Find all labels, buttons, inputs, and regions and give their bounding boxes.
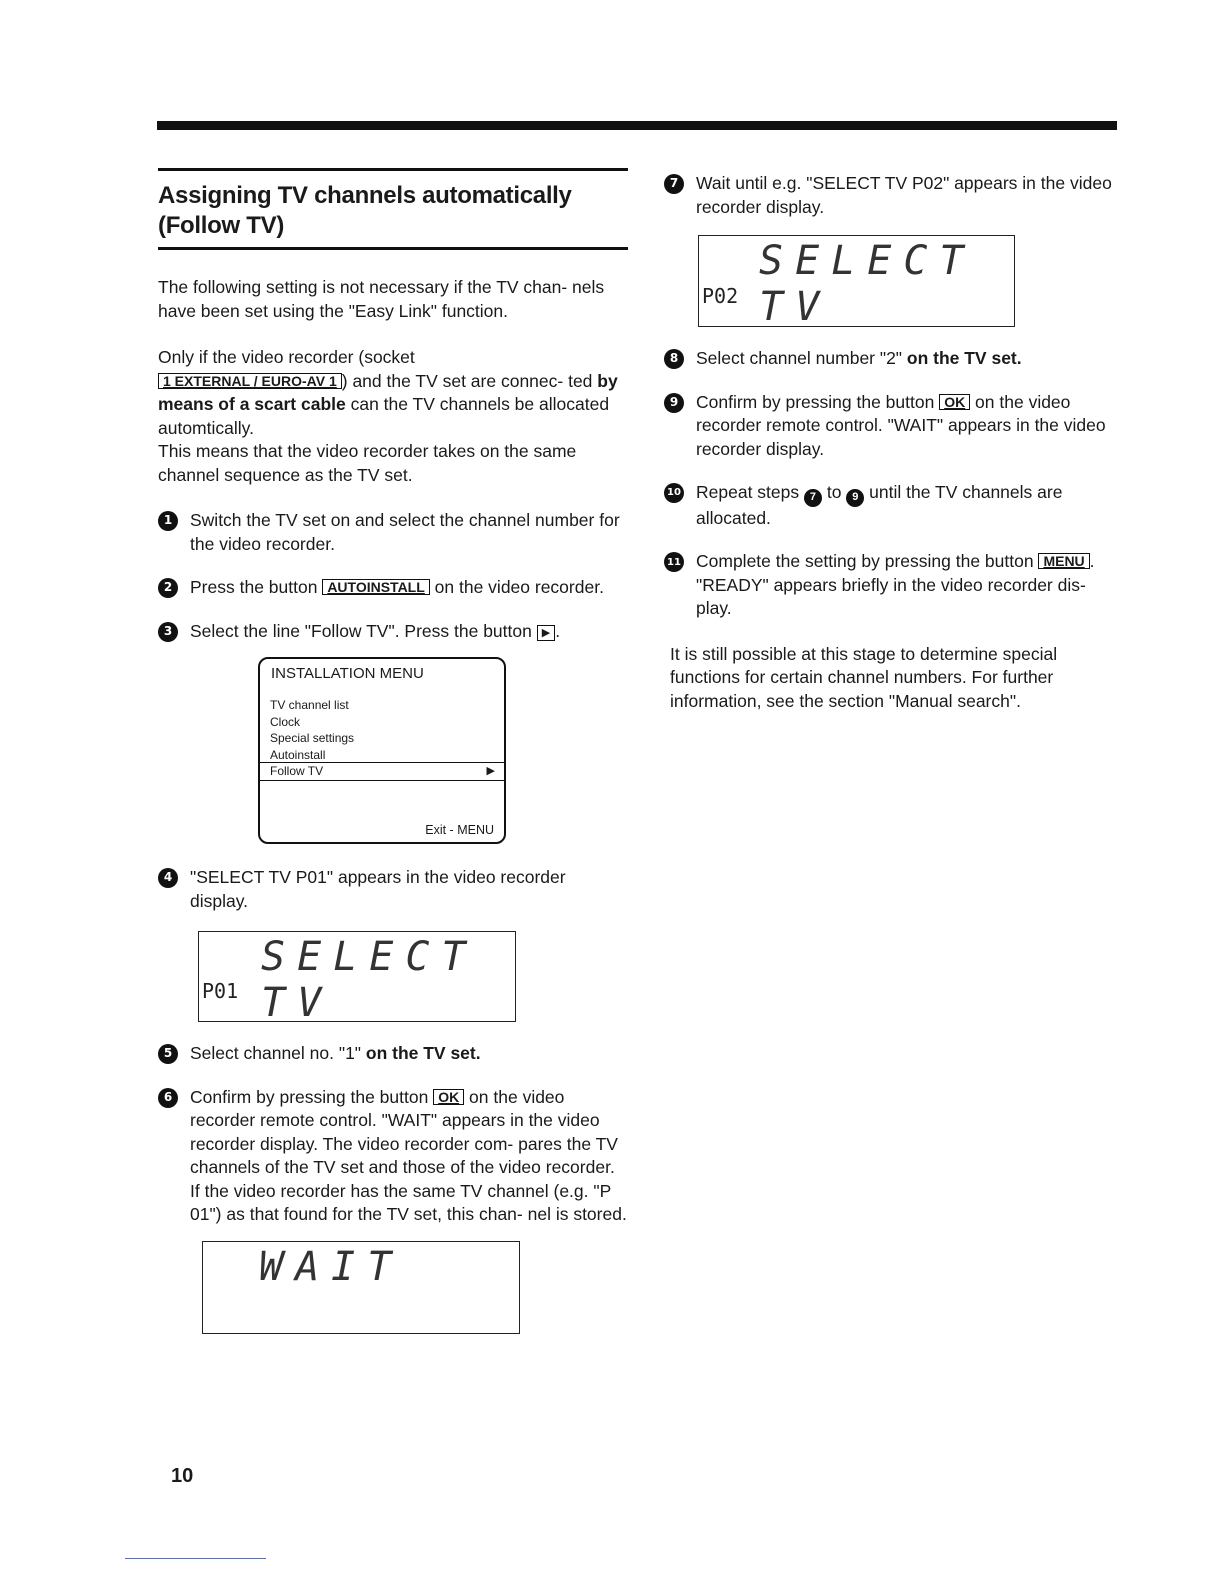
step-9	[664, 391, 1124, 462]
play-button-label: ▶	[537, 625, 555, 641]
step-5	[158, 1042, 628, 1066]
menu-item: Autoinstall	[270, 747, 326, 762]
display-main-text: WAIT	[259, 1243, 404, 1290]
closing-paragraph: It is still possible at this stage to determine special functions for certain channel numbers. For further information, see the section "Manual search".	[670, 643, 1058, 711]
recorder-display-p02	[698, 235, 1015, 330]
heading-rule-top	[158, 168, 628, 171]
display-main-text: SELECT TV	[759, 238, 976, 330]
step-text: Complete the setting by pressing the button MENU . "READY" appears briefly in the video recorder dis- play.	[696, 551, 1095, 619]
menu-button-label: MENU	[1038, 553, 1089, 569]
ok-button-label: OK	[433, 1089, 464, 1105]
step-ref: 7	[804, 489, 822, 507]
intro-paragraph: The following setting is not necessary if the TV chan- nels have been set using the "Easy Link" function.	[158, 277, 605, 321]
step-number: 7	[664, 174, 684, 194]
step-7	[664, 172, 1124, 219]
autoinstall-button-label: AUTOINSTALL	[322, 579, 429, 595]
step-number: 3	[158, 622, 178, 642]
step-text: "SELECT TV P01" appears in the video recorder display.	[190, 867, 566, 911]
menu-item: TV channel list	[270, 698, 349, 712]
step-4	[158, 866, 628, 913]
arrow-right-icon: ▶	[486, 765, 495, 777]
menu-item-selected-label: Follow TV	[270, 764, 324, 778]
step-6	[158, 1086, 628, 1227]
step-11	[664, 550, 1124, 621]
only-if-paragraph	[158, 346, 628, 440]
step-text: Press the button AUTOINSTALL on the video recorder.	[190, 577, 604, 597]
step-number: 5	[158, 1044, 178, 1064]
step-8	[664, 347, 1124, 371]
menu-item: Special settings	[270, 731, 355, 745]
sequence-paragraph: This means that the video recorder takes on the same channel sequence as the TV set.	[158, 441, 577, 485]
step-number: 4	[158, 868, 178, 888]
menu-item-selected	[260, 762, 504, 781]
display-sub-text: P01	[202, 979, 239, 1003]
ok-button-label: OK	[939, 394, 970, 410]
step-text: Repeat steps 7 to 9 until the TV channels are allocated.	[696, 482, 1063, 528]
step-text: Confirm by pressing the button OK on the video recorder remote control. "WAIT" appears in the video recorder display. The video recorder com- pares the TV channels of the TV set and those of the video recorder. If the video recorder has the same TV channel (e.g. "P 01") as that found for the TV set, this chan- nel is stored.	[190, 1086, 627, 1224]
recorder-display-p01	[198, 931, 516, 1026]
right-column	[664, 172, 1124, 713]
page-number: 10	[171, 1465, 194, 1487]
only-if-bold: by means of a scart cable	[158, 370, 618, 414]
footer-rule	[125, 1558, 266, 1559]
step-1	[158, 509, 628, 556]
step-number: 2	[158, 578, 178, 598]
step-number: 9	[664, 393, 684, 413]
step-text: Select channel no. "1" on the TV set.	[190, 1043, 481, 1063]
menu-exit-hint: Exit - MENU	[425, 823, 494, 837]
section-heading: Assigning TV channels automatically (Follow TV)	[158, 182, 572, 239]
menu-title: INSTALLATION MENU	[271, 665, 424, 682]
menu-item: Clock	[270, 714, 301, 729]
top-rule	[157, 121, 1117, 130]
step-2	[158, 576, 628, 600]
left-column	[158, 168, 628, 1334]
heading-rule-bottom	[158, 247, 628, 250]
step-10	[664, 481, 1124, 530]
menu-items	[270, 697, 354, 763]
step-text: Select the line "Follow TV". Press the button ▶ .	[190, 620, 561, 641]
only-if-mid1: ) and the TV set are connec- ted	[341, 370, 598, 391]
step-text: Select channel number "2" on the TV set.	[696, 348, 1022, 368]
display-sub-text: P02	[702, 284, 739, 308]
step-number: 10	[664, 483, 684, 503]
step-text: Confirm by pressing the button OK on the video recorder remote control. "WAIT" appears in the video recorder display.	[696, 391, 1106, 459]
socket-label: 1 EXTERNAL / EURO-AV 1	[158, 373, 342, 389]
step-number: 6	[158, 1088, 178, 1108]
step-number: 1	[158, 511, 178, 531]
step-text: Switch the TV set on and select the channel number for the video recorder.	[190, 510, 620, 554]
only-if-mid2: can the TV channels be allocated automtically.	[158, 394, 610, 438]
only-if-pre: Only if the video recorder (socket	[158, 347, 415, 367]
display-main-text: SELECT TV	[261, 934, 478, 1026]
installation-menu	[258, 657, 506, 844]
step-ref: 9	[846, 489, 864, 507]
step-text: Wait until e.g. "SELECT TV P02" appears in the video recorder display.	[696, 173, 1112, 217]
step-number: 8	[664, 349, 684, 369]
recorder-display-wait	[202, 1241, 520, 1334]
step-3	[158, 620, 628, 644]
step-number: 11	[664, 552, 684, 572]
